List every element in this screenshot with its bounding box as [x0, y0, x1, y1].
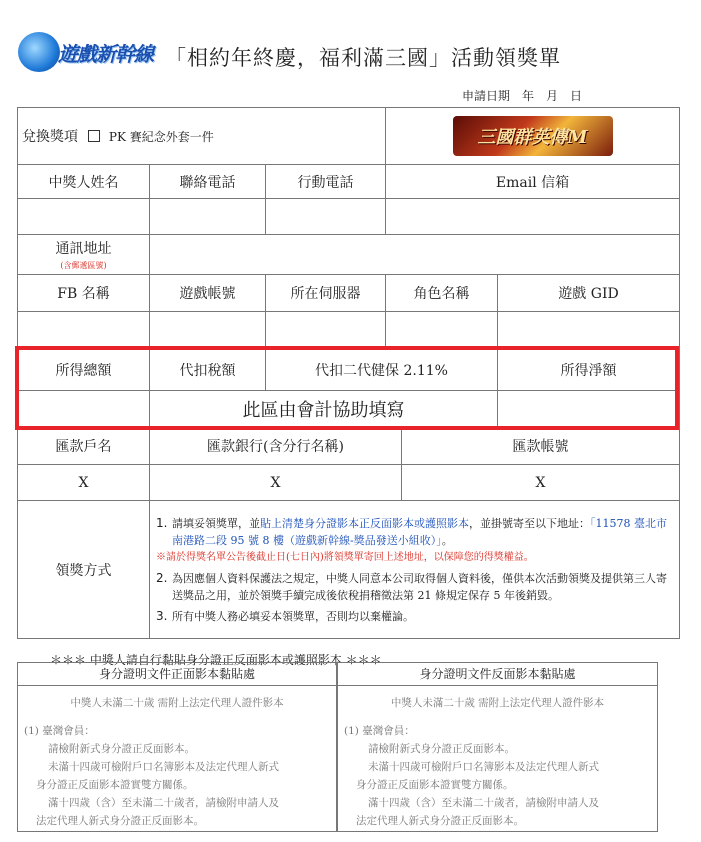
header-net-income: 所得淨額: [498, 349, 680, 391]
address-note: (含郵遞區號): [60, 261, 107, 270]
header-bank-account: 匯款帳號: [402, 427, 680, 465]
accounting-highlight-box: [15, 346, 679, 430]
id-front-line: 法定代理人新式身分證正反面影本。: [36, 815, 204, 827]
input-account-holder[interactable]: X: [18, 465, 150, 501]
brand-logo: [18, 32, 156, 72]
prize-cell: [18, 108, 386, 165]
header-withholding-tax: 代扣稅額: [150, 349, 266, 391]
id-front-title: 身分證明文件正面影本黏貼處: [18, 663, 336, 686]
method-label: 領獎方式: [18, 501, 150, 639]
id-front-subtitle: 中獎人未滿二十歲 需附上法定代理人證件影本: [70, 697, 284, 709]
id-back-line: 滿十四歲（含）至未滿二十歲者，請檢附申請人及: [368, 797, 599, 809]
header-fb-name: FB 名稱: [18, 275, 150, 312]
accounting-note: 此區由會計協助填寫: [150, 391, 498, 427]
input-game-account[interactable]: [150, 312, 266, 349]
input-mobile-phone[interactable]: [266, 199, 386, 235]
method-notes: [150, 501, 680, 639]
id-back-title: 身分證明文件反面影本黏貼處: [338, 663, 657, 686]
note-item-2: 2. 為因應個人資料保護法之規定，中獎人同意本公司取得個人資料後，僅供本次活動領獎及提供第三人寄送獎品之用，並於領獎手續完成後依稅捐稽徵法第 21 條規定保存 5 年後銷毀。: [156, 570, 667, 602]
game-logo-cell: [386, 108, 680, 165]
note-item-3: 3. 所有中獎人務必填妥本領獎單，否則均以棄權論。: [156, 608, 414, 623]
game-logo-text: 三國群英傳M: [477, 127, 588, 148]
input-bank-branch[interactable]: X: [150, 465, 402, 501]
form-title: 「相約年終慶，福利滿三國」活動領獎單: [165, 46, 561, 70]
brand-logo-icon: [18, 32, 60, 72]
input-character-name[interactable]: [386, 312, 498, 349]
input-contact-phone[interactable]: [150, 199, 266, 235]
prize-label: 兌換獎項: [22, 129, 78, 145]
input-winner-name[interactable]: [18, 199, 150, 235]
application-date: 申請日期 年 月 日: [462, 89, 583, 103]
input-bank-account[interactable]: X: [402, 465, 680, 501]
id-front-line: 請檢附新式身分證正反面影本。: [48, 743, 195, 755]
header-winner-name: 中獎人姓名: [18, 165, 150, 199]
id-back-line: 請檢附新式身分證正反面影本。: [368, 743, 515, 755]
input-server[interactable]: [266, 312, 386, 349]
header-health-premium: 代扣二代健保 2.11%: [266, 349, 498, 391]
id-copy-requirement: 貼上清楚身分證影本正反面影本或護照影本: [260, 516, 469, 530]
brand-logo-text: 遊戲新幹線: [58, 42, 153, 66]
id-back-paste-area[interactable]: [337, 662, 658, 832]
header-bank-branch: 匯款銀行(含分行名稱): [150, 427, 402, 465]
prize-option: PK 賽紀念外套一件: [108, 130, 214, 144]
input-email[interactable]: [386, 199, 680, 235]
game-logo: [453, 116, 613, 156]
paste-instruction: ＊＊＊ 中獎人請自行黏貼身分證正反面影本或護照影本 ＊＊＊: [50, 653, 382, 667]
address-label-cell: [18, 235, 150, 275]
header-game-account: 遊戲帳號: [150, 275, 266, 312]
input-address[interactable]: [150, 235, 680, 275]
id-back-line: 身分證正反面影本證實雙方關係。: [356, 779, 514, 791]
header-character-name: 角色名稱: [386, 275, 498, 312]
mailing-address: 「11578 臺北市南港路二段 95 號 8 樓（遊戲新幹線-獎品發送小組收）」: [172, 516, 667, 547]
header-mobile-phone: 行動電話: [266, 165, 386, 199]
address-label: 通訊地址: [55, 241, 112, 257]
input-game-gid[interactable]: [498, 312, 680, 349]
prize-checkbox[interactable]: [88, 130, 100, 142]
header-game-gid: 遊戲 GID: [498, 275, 680, 312]
id-front-line: (1) 臺灣會員：: [24, 725, 95, 737]
id-front-line: 滿十四歲（含）至未滿二十歲者，請檢附申請人及: [48, 797, 279, 809]
id-front-line: 未滿十四歲可檢附戶口名簿影本及法定代理人新式: [48, 761, 279, 773]
id-front-paste-area[interactable]: [17, 662, 337, 832]
id-back-line: 法定代理人新式身分證正反面影本。: [356, 815, 524, 827]
input-fb-name[interactable]: [18, 312, 150, 349]
id-front-line: 身分證正反面影本證實雙方關係。: [36, 779, 194, 791]
id-back-subtitle: 中獎人未滿二十歲 需附上法定代理人證件影本: [390, 697, 605, 709]
header-server: 所在伺服器: [266, 275, 386, 312]
header-contact-phone: 聯絡電話: [150, 165, 266, 199]
header-account-holder: 匯款戶名: [18, 427, 150, 465]
header-gross-income: 所得總額: [18, 349, 150, 391]
id-back-line: (1) 臺灣會員：: [344, 725, 415, 737]
id-back-line: 未滿十四歲可檢附戶口名簿影本及法定代理人新式: [368, 761, 599, 773]
header-email: Email 信箱: [386, 165, 680, 199]
note-item-1: 1. 請填妥領獎單，並貼上清楚身分證影本正反面影本或護照影本，並掛號寄至以下地址：「11578 臺北市南港路二段 95 號 8 樓（遊戲新幹線-獎品發送小組收）」。: [156, 515, 667, 547]
deadline-note: ※請於得獎名單公告後截止日(七日內)將領獎單寄回上述地址，以保障您的得獎權益。: [156, 551, 534, 563]
